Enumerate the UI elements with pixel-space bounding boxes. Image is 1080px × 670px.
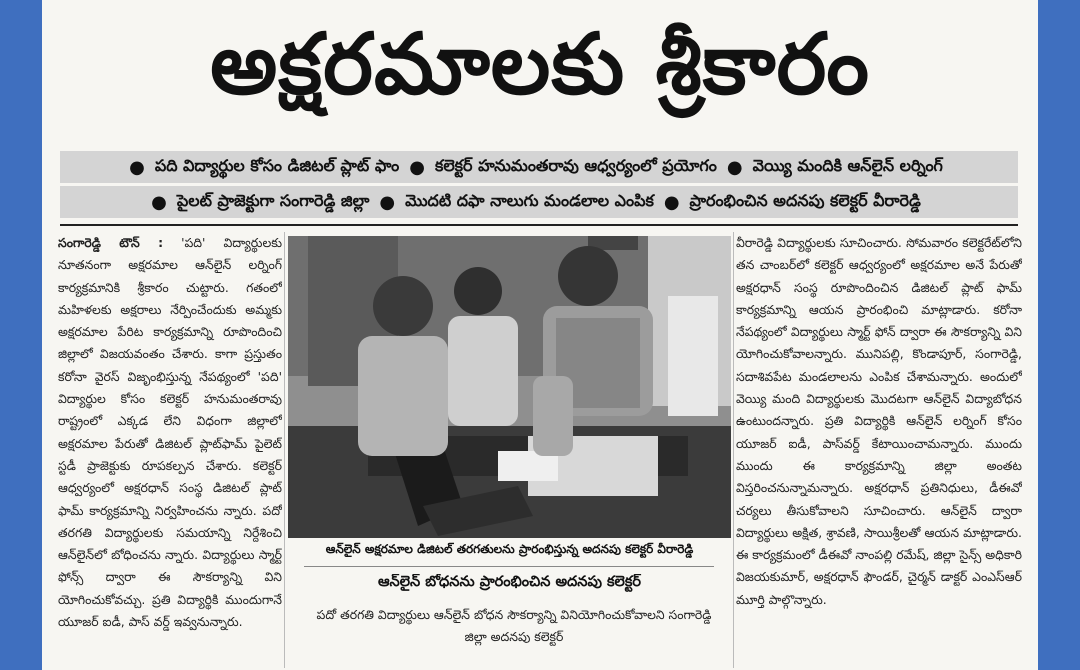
subhead-item: కలెక్టర్ హనుమంతరావు ఆధ్వర్యంలో ప్రయోగం <box>434 155 717 175</box>
subhead-item: పైలట్ ప్రాజెక్టుగా సంగారెడ్డి జిల్లా <box>176 190 370 210</box>
newspaper-page <box>42 0 1038 670</box>
bullet-icon: ● <box>151 191 167 213</box>
subhead-item: వెయ్యి మందికి ఆన్‌లైన్ లర్నింగ్ <box>752 155 943 175</box>
news-photo <box>288 236 731 538</box>
bullet-icon: ● <box>409 156 425 178</box>
column-divider <box>284 232 285 668</box>
subhead-item: ప్రారంభించిన అదనపు కలెక్టర్ వీరారెడ్డి <box>689 190 921 210</box>
dateline: సంగారెడ్డి టౌన్ : <box>58 235 164 250</box>
center-story-body: పదో తరగతి విద్యార్థులు ఆన్‌లైన్ బోధన సౌకర్యాన్ని వినియోగించుకోవాలని సంగారెడ్డి జిల్లా అదనపు కలెక్టర్ <box>316 607 712 644</box>
bullet-icon: ● <box>726 156 743 178</box>
right-column-article <box>736 232 1022 668</box>
divider <box>304 566 714 567</box>
bullet-icon: ● <box>129 156 145 178</box>
column-divider <box>733 232 734 668</box>
subhead-bar-2 <box>60 186 1018 218</box>
bullet-icon: ● <box>379 191 396 213</box>
subhead-bar-1 <box>60 151 1018 183</box>
headline: అక్షరమాలకు శ్రీకారం <box>210 14 870 113</box>
center-story-heading: ఆన్‌లైన్ బోధనను ప్రారంభించిన అదనపు కలెక్టర్ <box>377 574 642 590</box>
bullet-icon: ● <box>663 191 680 213</box>
divider <box>60 224 1018 226</box>
photo-illustration <box>288 236 731 538</box>
article-body: వీరారెడ్డి విద్యార్థులకు సూచించారు. సోమవారం కలెక్టరేట్‌లోని తన చాంబర్‌లో కలెక్టర్ ఆధ్వర్యంలో అక్షరమాల అనే పేరుతో అక్షరధాన్ సంస్థ రూపొందించిన డిజిటల్ ప్లాట్ ఫామ్ కార్యక్రమాన్ని ఆయన ప్రారంభించి మాట్లాడారు. కరోనా నేపథ్యంలో విద్యార్థులు స్మార్ట్ ఫోన్ ద్వారా ఈ సౌకర్యాన్ని విని యోగించుకోవాలన్నారు. మునిపల్లి, కొండాపూర్, సంగారెడ్డి, సదాశివపేట మండలాలను ఎంపిక చేశామన్నారు. అందులో వెయ్యి మంది విద్యార్థులకు మొదటగా ఆన్‌లైన్ విద్యాబోధన ఉంటుందన్నారు. ప్రతి విద్యార్థికి ఆన్‌లైన్ లర్నింగ్ కోసం యూజర్ ఐడీ, పాస్‌వర్డ్ కేటాయించామన్నారు. ముందు ముందు ఈ కార్యక్రమాన్ని జిల్లా అంతట విస్తరించనున్నామన్నారు. అక్షరధాన్ ప్రతినిధులు, డీఈవో చర్యలు తీసుకోవాలని సూచించారు. ఆన్‌లైన్ ద్వారా విద్యార్థులు అక్షిత, శ్రావణి, సాయిశ్రీలతో ఆయన మాట్లాడారు. ఈ కార్యక్రమంలో డీఈవో నాంపల్లి రమేష్, జిల్లా సైన్స్ అధికారి విజయకుమార్, అక్షరధాన్ ఫౌండర్, చైర్మన్ డాక్టర్ ఎంఎస్ఆర్ మూర్తి పాల్గొన్నారు. <box>736 235 1022 607</box>
subhead-item: పది విద్యార్థుల కోసం డిజిటల్ ప్లాట్ ఫాం <box>154 155 400 175</box>
left-column-article <box>58 232 282 668</box>
article-body: 'పది' విద్యార్థులకు నూతనంగా అక్షరమాల ఆన్‌లైన్ లర్నింగ్ కార్యక్రమానికి శ్రీకారం చుట్టారు. గతంలో మహిళలకు అక్షరాలు నేర్పించేందుకు అమ్మకు అక్షరమాల పేరిట కార్యక్రమాన్ని రూపొందించి జిల్లాలో విజయవంతం చేశారు. కాగా ప్రస్తుతం కరోనా వైరస్ విజృంభిస్తున్న నేపథ్యంలో 'పది' విద్యార్థుల కోసం కలెక్టర్ హనుమంతరావు రాష్ట్రంలో ఎక్కడ లేని విధంగా జిల్లాలో అక్షరమాల పేరుతో డిజిటల్ ప్లాట్‌ఫామ్ పైలెట్ స్టడీ ప్రాజెక్టుకు రూపకల్పన చేశారు. కలెక్టర్ ఆధ్వర్యంలో అక్షరధాన్ సంస్థ డిజిటల్ ప్లాట్ ఫామ్ కార్యక్రమాన్ని నిర్వహించను న్నారు. పదో తరగతి విద్యార్థులకు సమయాన్ని నిర్దేశించి ఆన్‌లైన్‌లో బోధించను న్నారు. విద్యార్థులు స్మార్ట్ ఫోన్స్ ద్వారా ఈ సౌకర్యాన్ని విని యోగించుకోవచ్చు. ప్రతి విద్యార్థికి ముందుగానే యూజర్ ఐడీ, పాస్ వర్డ్ ఇవ్వనున్నారు. <box>58 235 282 630</box>
subhead-item: మొదటి దఫా నాలుగు మండలాల ఎంపిక <box>405 190 654 210</box>
photo-caption: ఆన్‌లైన్ అక్షరమాల డిజిటల్ తరగతులను ప్రారంభిస్తున్న అదనపు కలెక్టర్ వీరారెడ్డి <box>325 542 694 556</box>
